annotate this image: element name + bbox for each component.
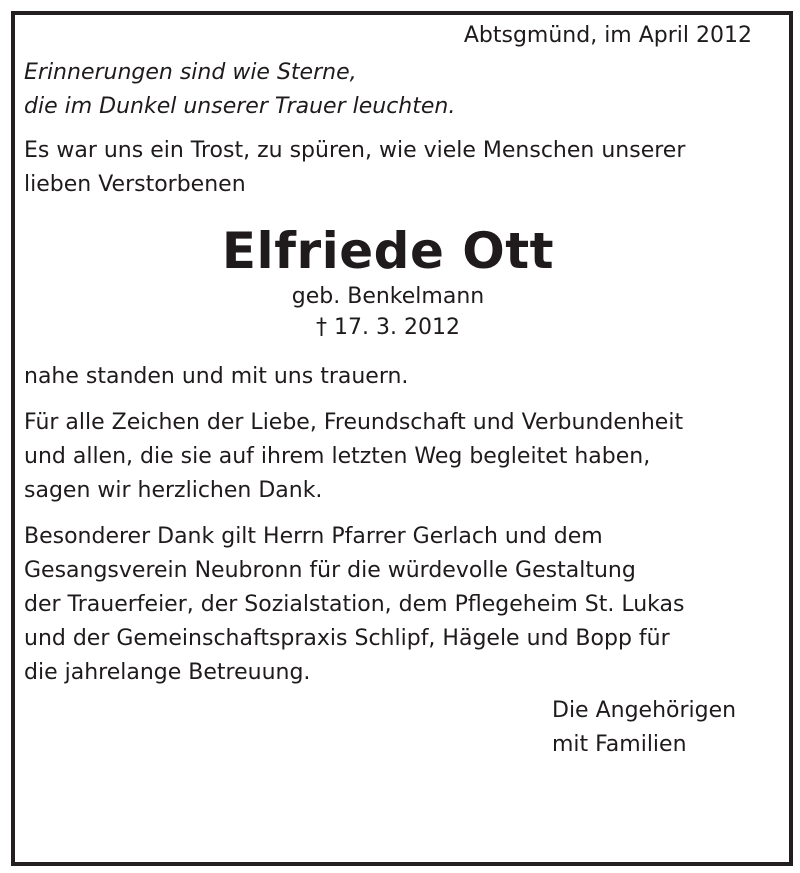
deceased-block: [24, 220, 752, 344]
special-thanks-line: der Trauerfeier, der Sozialstation, dem Pflegeheim St. Lukas: [24, 592, 685, 617]
intro-line: lieben Verstorbenen: [24, 172, 246, 197]
special-thanks-line: die jahrelange Betreuung.: [24, 660, 311, 685]
special-thanks-paragraph: [24, 520, 752, 690]
signature-line: Die Angehörigen: [552, 698, 737, 723]
maiden-name: geb. Benkelmann: [291, 284, 485, 309]
motto: [24, 56, 752, 124]
obituary-notice: [24, 20, 752, 762]
thanks-line: sagen wir herzlichen Dank.: [24, 478, 323, 503]
thanks-line: und allen, die sie auf ihrem letzten Weg begleitet haben,: [24, 444, 651, 469]
thanks-line: Für alle Zeichen der Liebe, Freundschaft und Verbundenheit: [24, 410, 684, 435]
motto-line: die im Dunkel unserer Trauer leuchten.: [24, 94, 456, 119]
intro-line: Es war uns ein Trost, zu spüren, wie viele Menschen unserer: [24, 138, 686, 163]
place-date: Abtsgmünd, im April 2012: [463, 23, 752, 48]
signature: [552, 694, 752, 762]
motto-line: Erinnerungen sind wie Sterne,: [24, 60, 357, 85]
deceased-name: Elfriede Ott: [221, 222, 555, 280]
special-thanks-line: Gesangsverein Neubronn für die würdevolle Gestaltung: [24, 558, 636, 583]
death-date: † 17. 3. 2012: [316, 315, 460, 340]
thanks-paragraph: [24, 406, 752, 508]
special-thanks-line: Besonderer Dank gilt Herrn Pfarrer Gerlach und dem: [24, 524, 603, 549]
special-thanks-line: und der Gemeinschaftspraxis Schlipf, Hägele und Bopp für: [24, 626, 670, 651]
signature-line: mit Familien: [552, 732, 687, 757]
intro-paragraph: [24, 134, 752, 202]
after-name-text: nahe standen und mit uns trauern.: [24, 364, 409, 389]
